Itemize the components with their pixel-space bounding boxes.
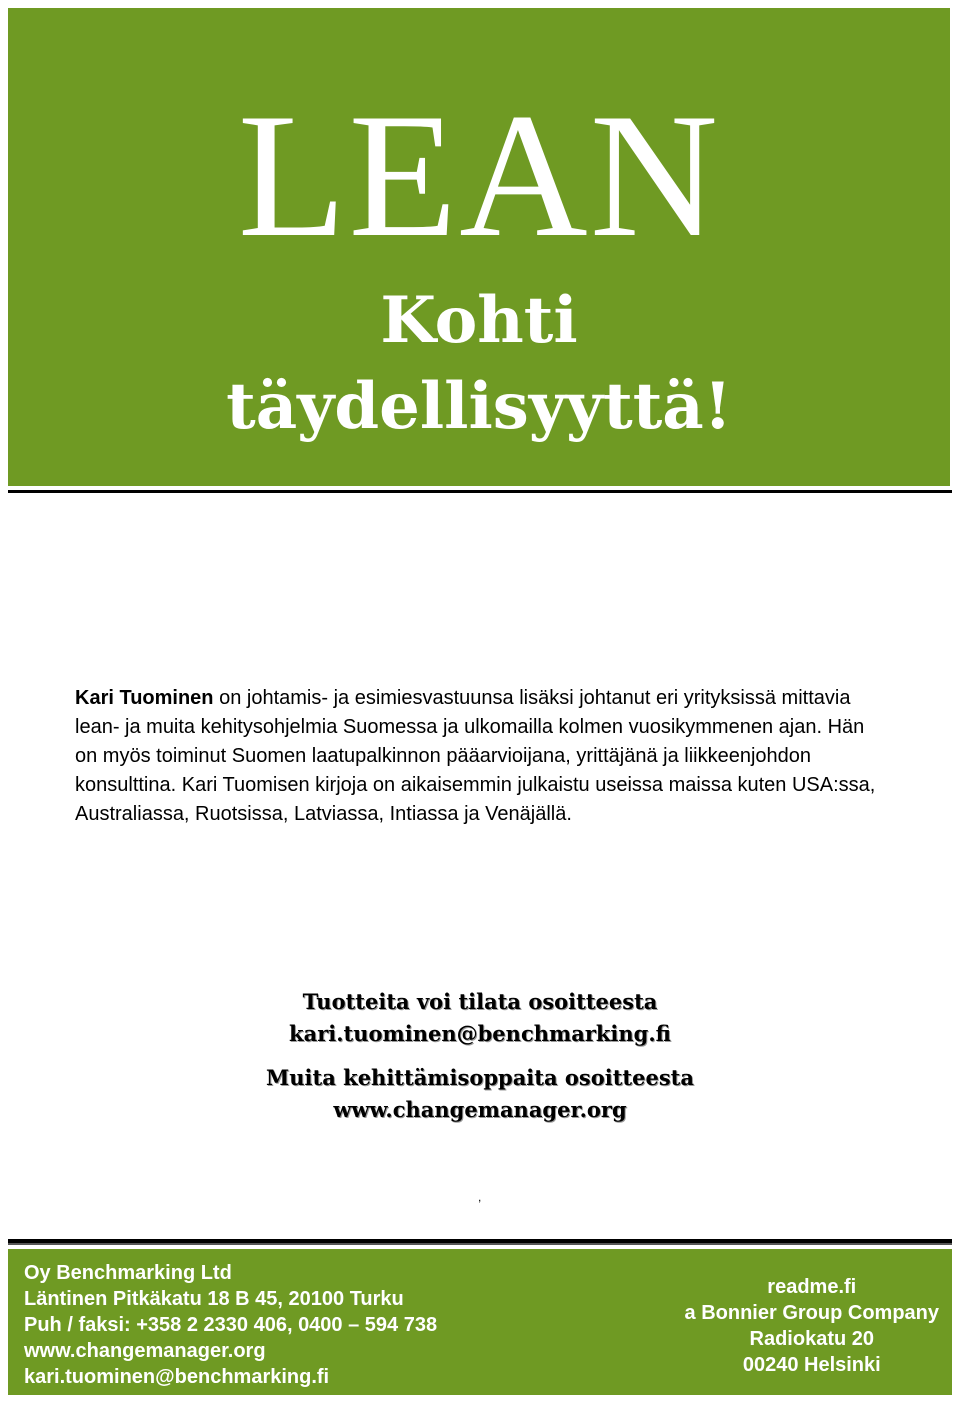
author-bio (75, 684, 885, 829)
services-url[interactable]: www.changemanager.org (333, 1097, 627, 1122)
company-website[interactable]: www.changemanager.org (24, 1340, 266, 1362)
products-email[interactable]: kari.tuominen@benchmarking.fi (289, 1021, 671, 1046)
author-bio-text: on johtamis- ja esimiesvastuunsa lisäksi johtanut eri yrityksissä mittavia lean- ja muita kehitysohjelmia Suomessa ja ulkomailla kolmen vuosikymmenen ajan. Hän on myös toiminut Suomen laatupalkinnon pääarvioijana, yrittäjänä ja liikkeenjohdon konsulttina. Kari Tuomisen kirjoja on aikaisemmin julkaistu useissa maissa kuten USA:ssa, Australiassa, Ruotsissa, Latviassa, Intiassa ja Venäjällä. (75, 687, 876, 825)
author-name: Kari Tuominen (75, 687, 214, 709)
top-divider (8, 490, 952, 493)
ordering-spacer (0, 1050, 960, 1062)
distributor-group: a Bonnier Group Company (684, 1302, 939, 1324)
company-address: Läntinen Pitkäkatu 18 B 45, 20100 Turku (24, 1288, 404, 1310)
distributor-contact (685, 1274, 939, 1378)
book-subtitle (8, 278, 950, 450)
book-subtitle-line-1: Kohti (380, 283, 578, 358)
company-email[interactable]: kari.tuominen@benchmarking.fi (24, 1366, 330, 1388)
bottom-divider (8, 1239, 952, 1245)
distributor-name: readme.fi (767, 1276, 857, 1298)
company-phone: Puh / faksi: +358 2 2330 406, 0400 – 594 738 (24, 1314, 438, 1336)
ordering-info (0, 986, 960, 1126)
services-label: Muita kehittämisoppaita osoitteesta (266, 1065, 694, 1090)
products-label: Tuotteita voi tilata osoitteesta (302, 989, 658, 1014)
stray-comma: , (478, 1190, 482, 1204)
distributor-street: Radiokatu 20 (749, 1328, 874, 1350)
cover-panel (8, 8, 950, 486)
company-name: Oy Benchmarking Ltd (24, 1262, 232, 1284)
publisher-contact (24, 1260, 437, 1390)
book-subtitle-line-2: täydellisyyttä! (226, 369, 732, 444)
distributor-city: 00240 Helsinki (742, 1354, 881, 1376)
book-title: LEAN (237, 76, 721, 274)
